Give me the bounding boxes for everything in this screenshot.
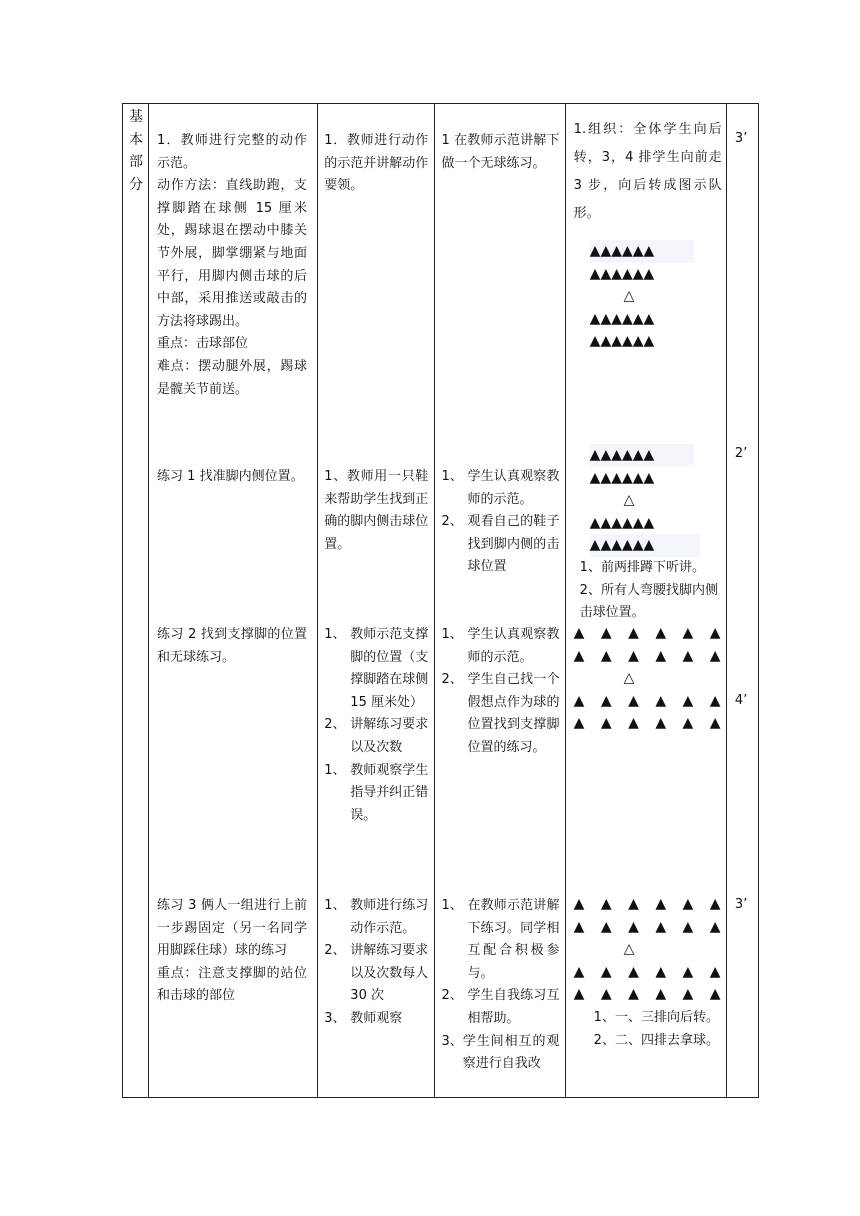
formation-row: △ [623,670,635,687]
list-item: 2、 讲解练习要求以及次数 [324,717,429,755]
ex3-teacher-list [324,895,428,1031]
demo-student: 1 在教师示范讲解下做一个无球练习。 [441,133,560,171]
list-item: 2、 讲解练习要求以及次数每人 30 次 [324,943,429,1004]
note: 2、二、四排去拿球。 [593,1032,719,1048]
formation-row: ▲▲▲▲▲▲ [590,240,694,263]
teacher-column [318,104,435,1098]
ex3-content: 练习 3 俩人一组进行上前一步踢固定（另一名同学用脚踩住球）球的练习 重点：注意支撑脚的站位和击球的部位 [157,898,308,1004]
list-item: 1、 学生认真观察教师的示范。 [441,469,560,507]
time-column [726,104,758,1098]
note: 1、一、三排向后转。 [593,1010,719,1025]
ex2-student-list [441,624,559,760]
lesson-plan-table [122,103,759,1098]
formation-row: ▲ ▲ ▲ ▲ ▲ ▲ [573,692,727,709]
note: 1、前两排蹲下听讲。 [579,560,705,575]
ex1-formation [590,444,700,557]
ex2-content: 练习 2 找到支撑脚的位置和无球练习。 [157,627,308,665]
list-item: 2、 观看自己的鞋子找到脚内侧的击球位置 [441,514,560,575]
ex3-notes [594,1007,726,1052]
list-item: 3、 教师观察 [324,1010,403,1026]
ex3-time: 3’ [734,897,748,912]
formation-row: ▲ ▲ ▲ ▲ ▲ ▲ [573,918,727,935]
ex1-teacher: 1、教师用一只鞋来帮助学生找到正确的脚内侧击球位置。 [324,469,429,552]
list-item: 1、 在教师示范讲解下练习。同学相互配合积极参与。 [441,898,560,981]
ex2-time: 4’ [734,693,748,708]
section-label-cell [123,104,149,1098]
list-item: 3、 学生间相互的观察进行自我改 [441,1033,560,1072]
list-item: 1、 学生认真观察教师的示范。 [441,627,560,665]
demo-teacher: 1．教师进行动作的示范并讲解动作要领。 [324,133,429,194]
ex3-formation [573,893,727,1006]
formation-row: ▲ ▲ ▲ ▲ ▲ ▲ [573,896,727,912]
list-item: 1、 教师示范支撑脚的位置（支撑脚踏在球侧 15 厘米处） [324,627,429,710]
ex1-notes [580,557,724,625]
demo-content: 1．教师进行完整的动作示范。 动作方法：直线助跑，支撑脚踏在球侧 15 厘米处，踢球退在摆动中膝关节外展，脚掌绷紧与地面平行，用脚内侧击球的后中部，采用推送或敲击的方法将球踢出。 重点：击球部位 难点：摆动腿外展，踢球是髋关节前送。 [157,133,308,397]
demo-formation [590,240,700,353]
content-column [149,104,318,1098]
organization-column [565,104,726,1098]
formation-row: ▲▲▲▲▲▲ [589,333,655,350]
ex3-student-list [441,895,559,1076]
list-item: 2、 学生自我练习互相帮助。 [441,988,560,1026]
note: 2、所有人弯腰找脚内侧击球位置。 [579,582,718,621]
list-item: 1、 教师观察学生指导并纠正错误。 [324,762,429,823]
formation-row: ▲ ▲ ▲ ▲ ▲ ▲ [573,625,727,641]
formation-row: ▲ ▲ ▲ ▲ ▲ ▲ [573,963,727,980]
ex2-teacher-list [324,624,428,827]
list-item: 2、 学生自己找一个假想点作为球的位置找到支撑脚位置的练习。 [441,672,560,755]
formation-row: ▲ ▲ ▲ ▲ ▲ ▲ [573,986,727,1003]
formation-row: ▲▲▲▲▲▲ [589,469,655,486]
formation-row: △ [623,288,635,305]
list-item: 1、 教师进行练习动作示范。 [324,898,429,936]
formation-row: ▲ ▲ ▲ ▲ ▲ ▲ [573,647,727,664]
ex2-formation [573,622,727,735]
formation-row: ▲▲▲▲▲▲ [590,534,700,557]
formation-row: ▲▲▲▲▲▲ [590,444,694,467]
formation-row: △ [623,492,635,509]
formation-row: ▲▲▲▲▲▲ [589,514,655,531]
demo-organization: 1.组织：全体学生向后转，3，4 排学生向前走 3 步，向后转成图示队形。 [573,122,722,221]
ex1-content: 练习 1 找准脚内侧位置。 [157,469,304,484]
formation-row: △ [623,941,635,958]
formation-row: ▲▲▲▲▲▲ [589,310,655,327]
student-column [435,104,565,1098]
demo-time: 3’ [734,131,748,146]
formation-row: ▲ ▲ ▲ ▲ ▲ ▲ [573,715,727,732]
ex1-time: 2’ [734,446,748,461]
section-label: 基本部分 [129,109,143,193]
formation-row: ▲▲▲▲▲▲ [589,265,655,282]
ex1-student-list [441,466,559,579]
